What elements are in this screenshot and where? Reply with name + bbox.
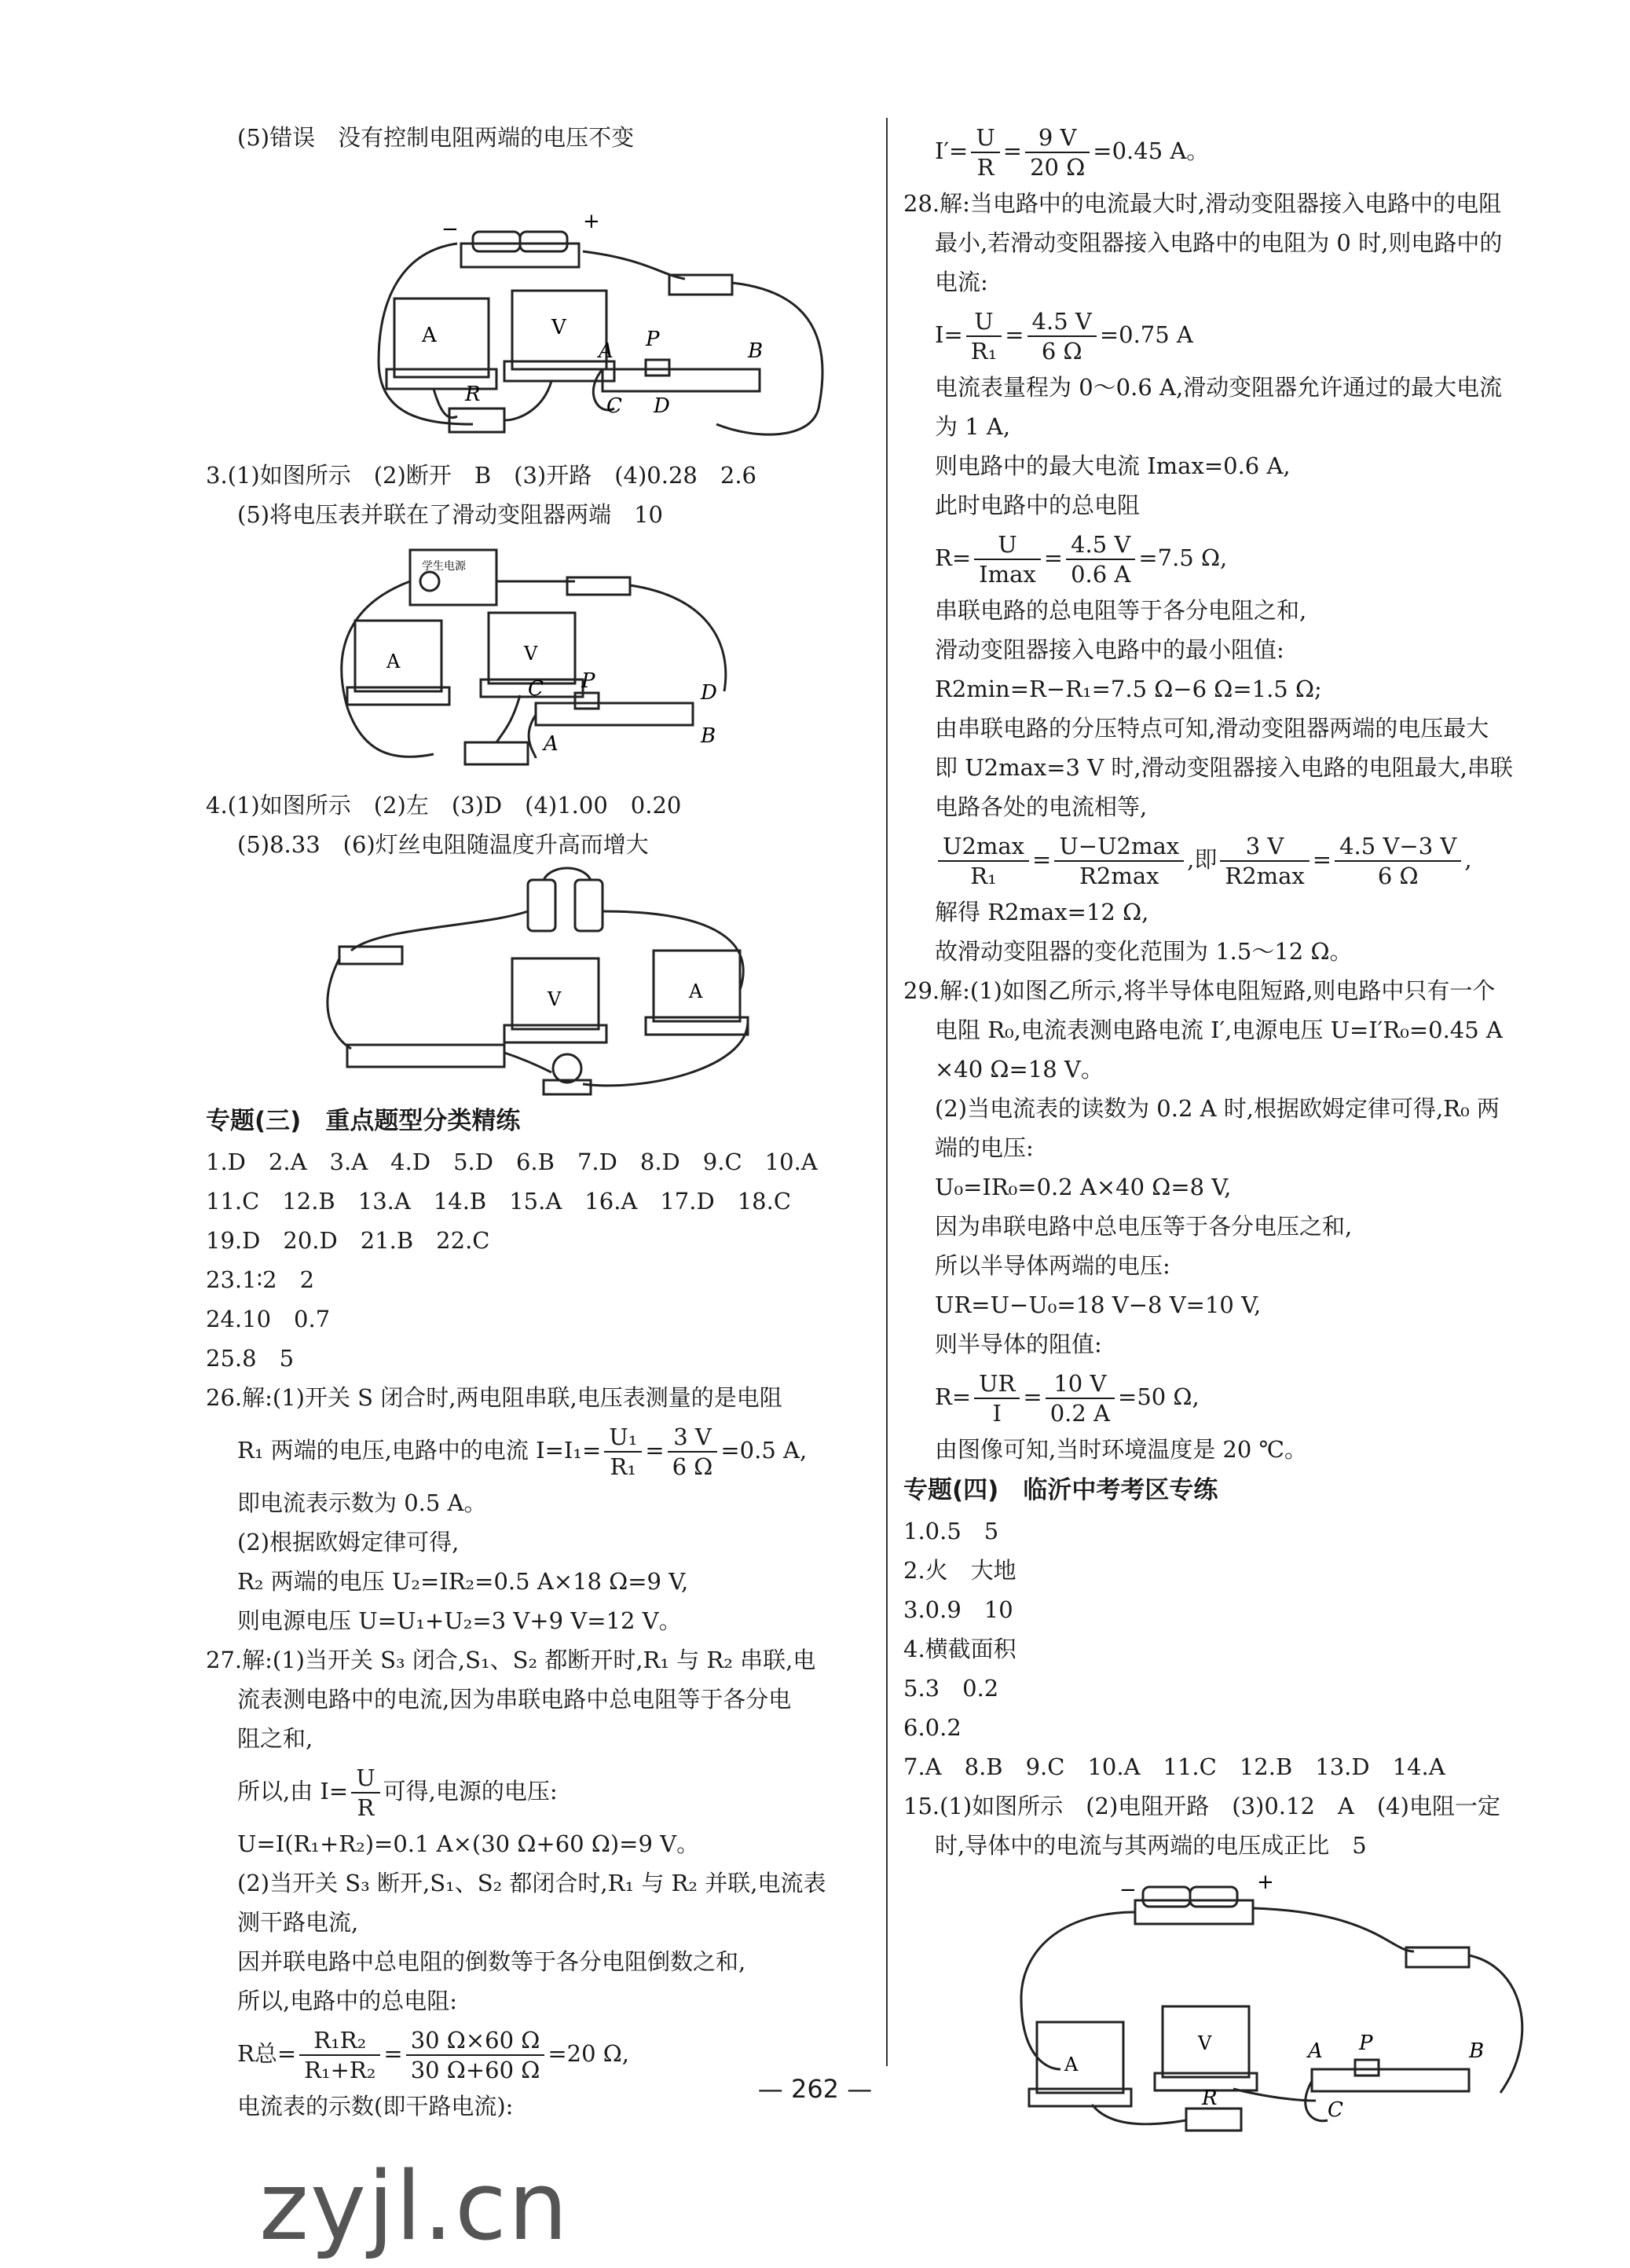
answer-line: 1.0.5 5 bbox=[903, 1518, 999, 1544]
fraction: $\frac{4.5 V-3 V}{6 \Omega}$ bbox=[1335, 832, 1461, 890]
column-divider bbox=[886, 118, 888, 2066]
answer-line: 3.0.9 10 bbox=[903, 1596, 1013, 1623]
formula-line: R总= $\frac{\text{R₁R₂}}{\text{R₁+R₂}}$ = $\frac{30 \Omega\times 60 \Omega}{30 \Omega+60 \Omega}$ =20 Ω, bbox=[237, 2027, 630, 2083]
power-supply-label: 学生电源 bbox=[422, 560, 466, 573]
answer-line: 28.解:当电路中的电流最大时,滑动变阻器接入电路中的电阻 bbox=[903, 190, 1502, 217]
answer-line: 电流表量程为 0～0.6 A,滑动变阻器允许通过的最大电流 bbox=[935, 374, 1503, 401]
answer-line: 则半导体的阻值: bbox=[935, 1331, 1102, 1358]
answer-line: 电路各处的电流相等, bbox=[935, 793, 1148, 820]
answer-line: 所以半导体两端的电压: bbox=[935, 1252, 1170, 1279]
answer-line: 23.1∶2 2 bbox=[206, 1266, 315, 1293]
answer-line: (5)错误 没有控制电阻两端的电压不变 bbox=[237, 124, 635, 151]
answer-line: 即电流表示数为 0.5 A。 bbox=[237, 1489, 487, 1516]
voltmeter-label: V bbox=[1198, 2032, 1212, 2054]
answer-line: 2.火 大地 bbox=[903, 1557, 1016, 1584]
answer-line: ×40 Ω=18 V。 bbox=[935, 1056, 1104, 1083]
answer-line: (5)8.33 (6)灯丝电阻随温度升高而增大 bbox=[237, 831, 649, 858]
terminal-b-label: B bbox=[701, 724, 716, 748]
plus-label: + bbox=[583, 210, 600, 233]
formula-line: R₁ 两端的电压,电路中的电流 I=I₁= $\frac{\text{U₁}}{\text{R₁}}$ = $\frac{3 V}{6 \Omega}$ =0.5 A, bbox=[237, 1423, 808, 1480]
answer-line: 电流表的示数(即干路电流): bbox=[237, 2093, 514, 2120]
formula-line: I= $\frac{U}{\text{R₁}}$ = $\frac{4.5 V}{6 \Omega}$ =0.75 A bbox=[935, 308, 1193, 365]
answer-line: 19.D 20.D 21.B 22.C bbox=[206, 1227, 490, 1254]
answer-line: 此时电路中的总电阻 bbox=[935, 492, 1141, 518]
terminal-a-label: A bbox=[1308, 2039, 1323, 2063]
answer-line: 所以,电路中的总电阻: bbox=[237, 1988, 457, 2014]
fraction: $\frac{4.5 V}{0.6 A}$ bbox=[1066, 530, 1135, 588]
terminal-a-label: A bbox=[544, 732, 559, 756]
fraction: $\frac{\text{R₁R₂}}{\text{R₁+R₂}}$ bbox=[299, 2026, 380, 2084]
answer-line: U=I(R₁+R₂)=0.1 A×(30 Ω+60 Ω)=9 V。 bbox=[237, 1830, 700, 1857]
section-heading: 专题(四) 临沂中考考区专练 bbox=[903, 1476, 1218, 1504]
answer-line: 3.(1)如图所示 (2)断开 B (3)开路 (4)0.28 2.6 bbox=[206, 462, 756, 489]
answer-line: 1.D 2.A 3.A 4.D 5.D 6.B 7.D 8.D 9.C 10.A bbox=[206, 1149, 818, 1175]
answer-line: 即 U2max=3 V 时,滑动变阻器接入电路的电阻最大,串联 bbox=[935, 754, 1513, 781]
answer-line: 滑动变阻器接入电路中的最小阻值: bbox=[935, 636, 1284, 663]
right-column bbox=[903, 118, 1595, 2148]
answer-line: 11.C 12.B 13.A 14.B 15.A 16.A 17.D 18.C bbox=[206, 1188, 792, 1215]
answer-line: UR=U−U₀=18 V−8 V=10 V, bbox=[935, 1292, 1262, 1318]
answer-line: 15.(1)如图所示 (2)电阻开路 (3)0.12 A (4)电阻一定 bbox=[903, 1793, 1500, 1819]
terminal-b-label: B bbox=[748, 339, 764, 363]
answer-line: 26.解:(1)开关 S 闭合时,两电阻串联,电压表测量的是电阻 bbox=[206, 1384, 782, 1411]
ammeter-label: A bbox=[386, 650, 401, 672]
fraction: $\frac{3 V}{R2\max}$ bbox=[1220, 832, 1309, 890]
answer-line: 时,导体中的电流与其两端的电压成正比 5 bbox=[935, 1832, 1367, 1859]
ammeter-label: A bbox=[689, 980, 703, 1002]
terminal-b-label: B bbox=[1469, 2039, 1485, 2063]
answer-line: 5.3 0.2 bbox=[903, 1675, 999, 1702]
section-heading: 专题(三) 重点题型分类精练 bbox=[206, 1107, 521, 1135]
answer-line: 串联电路的总电阻等于各分电阻之和, bbox=[935, 597, 1307, 624]
circuit-figure-3 bbox=[206, 864, 874, 1100]
answer-line: 由串联电路的分压特点可知,滑动变阻器两端的电压最大 bbox=[935, 715, 1489, 742]
answer-line: 解得 R2max=12 Ω, bbox=[935, 899, 1149, 925]
watermark-text: zyjl.cn bbox=[259, 2153, 570, 2262]
ammeter-label: A bbox=[422, 324, 437, 347]
formula-line: R= $\frac{U}{Imax}$ = $\frac{4.5 V}{0.6 A}$ =7.5 Ω, bbox=[935, 531, 1228, 588]
fraction: $\frac{U-U2\max}{R2\max}$ bbox=[1054, 832, 1184, 890]
plus-label: + bbox=[1257, 1870, 1274, 1894]
answer-line: 25.8 5 bbox=[206, 1345, 295, 1372]
answer-line: 则电源电压 U=U₁+U₂=3 V+9 V=12 V。 bbox=[237, 1607, 682, 1634]
answer-line: 则电路中的最大电流 Imax=0.6 A, bbox=[935, 453, 1291, 479]
fraction: $\frac{\text{U₁}}{\text{R₁}}$ bbox=[604, 1423, 642, 1481]
fraction: $\frac{10 V}{0.2 A}$ bbox=[1046, 1369, 1115, 1427]
answer-line: 电阻 R₀,电流表测电路电流 I′,电源电压 U=I′R₀=0.45 A bbox=[935, 1017, 1503, 1043]
left-column bbox=[206, 118, 874, 2126]
minus-label: − bbox=[441, 218, 459, 241]
terminal-c-label: C bbox=[528, 677, 544, 701]
answer-line: 27.解:(1)当开关 S₃ 闭合,S₁、S₂ 都断开时,R₁ 与 R₂ 串联,电 bbox=[206, 1647, 816, 1673]
answer-line: R₂ 两端的电压 U₂=IR₂=0.5 A×18 Ω=9 V, bbox=[237, 1568, 689, 1595]
terminal-d-label: D bbox=[654, 394, 670, 418]
fraction: $\frac{U}{Imax}$ bbox=[974, 530, 1041, 588]
answer-line: 流表测电路中的电流,因为串联电路中总电阻等于各分电 bbox=[237, 1686, 792, 1713]
terminal-p-label: P bbox=[581, 669, 595, 693]
answer-line: 阻之和, bbox=[237, 1725, 313, 1752]
answer-line: 电流: bbox=[935, 269, 988, 295]
answer-line: U₀=IR₀=0.2 A×40 Ω=8 V, bbox=[935, 1174, 1232, 1200]
terminal-c-label: C bbox=[1328, 2098, 1343, 2122]
formula-line: I′= $\frac{U}{R}$ = $\frac{9 V}{20 \Omega}$ =0.45 A。 bbox=[935, 124, 1210, 181]
fraction: $\frac{U}{\text{R₁}}$ bbox=[966, 307, 1002, 365]
formula-line: 所以,由 I= $\frac{U}{R}$ 可得,电源的电压: bbox=[237, 1764, 558, 1821]
minus-label: − bbox=[1119, 1878, 1137, 1902]
fraction: $\frac{U}{R}$ bbox=[351, 1764, 379, 1822]
circuit-figure-4 bbox=[903, 1865, 1595, 2148]
formula-line: R= $\frac{UR}{I}$ = $\frac{10 V}{0.2 A}$ =50 Ω, bbox=[935, 1370, 1200, 1427]
terminal-p-label: P bbox=[646, 328, 660, 351]
ammeter-label: A bbox=[1064, 2054, 1079, 2076]
answer-line: (5)将电压表并联在了滑动变阻器两端 10 bbox=[237, 501, 663, 528]
resistor-label: R bbox=[465, 383, 481, 406]
voltmeter-label: V bbox=[524, 643, 538, 665]
answer-line: 24.10 0.7 bbox=[206, 1306, 331, 1332]
answer-line: 4.横截面积 bbox=[903, 1636, 1016, 1662]
formula-line: $\frac{U2\max}{\text{R₁}}$ = $\frac{U-U2\max}{R2\max}$ ,即 $\frac{3 V}{R2\max}$ = $\frac{4.5 V-3 V}{6 \Omega}$ , bbox=[903, 826, 1595, 892]
terminal-d-label: D bbox=[701, 681, 717, 705]
terminal-a-label: A bbox=[599, 339, 614, 363]
terminal-p-label: P bbox=[1359, 2032, 1373, 2055]
circuit-figure-1 bbox=[206, 157, 874, 456]
terminal-c-label: C bbox=[606, 394, 622, 418]
answer-line: 4.(1)如图所示 (2)左 (3)D (4)1.00 0.20 bbox=[206, 792, 682, 819]
page-number: — 262 — bbox=[757, 2074, 873, 2104]
answer-line: (2)当电流表的读数为 0.2 A 时,根据欧姆定律可得,R₀ 两 bbox=[935, 1095, 1500, 1122]
fraction: $\frac{9 V}{20 \Omega}$ bbox=[1025, 123, 1090, 181]
answer-line: R2min=R−R₁=7.5 Ω−6 Ω=1.5 Ω; bbox=[935, 676, 1322, 702]
fraction: $\frac{U}{R}$ bbox=[971, 123, 999, 181]
answer-line: 7.A 8.B 9.C 10.A 11.C 12.B 13.D 14.A bbox=[903, 1753, 1445, 1780]
answer-line: 因并联电路中总电阻的倒数等于各分电阻倒数之和, bbox=[237, 1948, 746, 1975]
answer-line: 最小,若滑动变阻器接入电路中的电阻为 0 时,则电路中的 bbox=[935, 229, 1503, 256]
answer-line: (2)当开关 S₃ 断开,S₁、S₂ 都闭合时,R₁ 与 R₂ 并联,电流表 bbox=[237, 1870, 826, 1896]
resistor-label: R bbox=[1202, 2087, 1218, 2110]
answer-line: (2)根据欧姆定律可得, bbox=[237, 1529, 460, 1555]
answer-line: 测干路电流, bbox=[237, 1909, 359, 1936]
fraction: $\frac{30 \Omega\times 60 \Omega}{30 \Omega+60 \Omega}$ bbox=[406, 2026, 545, 2084]
answer-line: 故滑动变阻器的变化范围为 1.5～12 Ω。 bbox=[935, 938, 1353, 965]
fraction: $\frac{U2\max}{\text{R₁}}$ bbox=[938, 832, 1029, 890]
fraction: $\frac{UR}{I}$ bbox=[974, 1369, 1020, 1427]
voltmeter-label: V bbox=[551, 316, 566, 339]
answer-line: 6.0.2 bbox=[903, 1714, 962, 1741]
voltmeter-label: V bbox=[548, 988, 562, 1010]
answer-line: 由图像可知,当时环境温度是 20 ℃。 bbox=[935, 1436, 1307, 1463]
answer-line: 为 1 A, bbox=[935, 413, 1011, 440]
answer-line: 29.解:(1)如图乙所示,将半导体电阻短路,则电路中只有一个 bbox=[903, 977, 1496, 1004]
circuit-figure-2 bbox=[206, 534, 874, 786]
answer-line: 端的电压: bbox=[935, 1134, 1034, 1161]
fraction: $\frac{4.5 V}{6 \Omega}$ bbox=[1027, 307, 1097, 365]
fraction: $\frac{3 V}{6 \Omega}$ bbox=[668, 1423, 718, 1481]
answer-line: 因为串联电路中总电压等于各分电压之和, bbox=[935, 1213, 1353, 1240]
